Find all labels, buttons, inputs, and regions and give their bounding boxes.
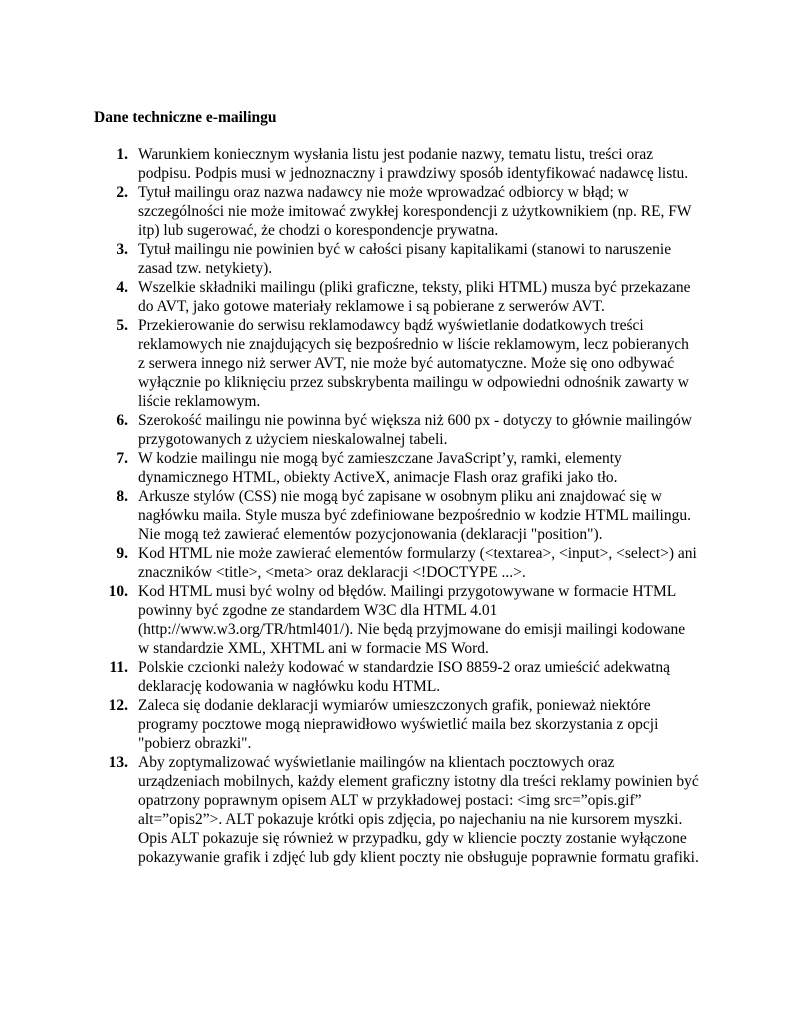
list-item <box>0 487 791 544</box>
list-item <box>0 658 791 696</box>
text-line: "pobierz obrazki". <box>138 735 252 752</box>
text-line: W kodzie mailingu nie mogą być zamieszczane JavaScript’y, ramki, elementy <box>138 450 622 467</box>
text-line: zasad tzw. netykiety). <box>138 260 273 277</box>
text-line: Przekierowanie do serwisu reklamodawcy bądź wyświetlanie dodatkowych treści <box>138 317 644 334</box>
list-item-text <box>138 658 703 696</box>
list-item-number: 7. <box>116 450 128 467</box>
list-item-text <box>138 183 703 240</box>
text-line: Tytuł mailingu oraz nazwa nadawcy nie może wprowadzać odbiorcy w błąd; w <box>138 184 629 201</box>
text-line: Kod HTML nie może zawierać elementów formularzy (<textarea>, <input>, <select>) ani <box>138 545 697 562</box>
text-line: programy pocztowe mogą nieprawidłowo wyświetlić maila bez skorzystania z opcji <box>138 716 659 733</box>
list-item-text <box>138 145 703 183</box>
text-line: alt=”opis2”>. ALT pokazuje krótki opis zdjęcia, po najechaniu na nie kursorem myszki. <box>138 811 683 828</box>
list-item <box>0 278 791 316</box>
text-line: Kod HTML musi być wolny od błędów. Mailingi przygotowywane w formacie HTML <box>138 583 677 600</box>
list-item-number: 9. <box>116 545 128 562</box>
text-line: z serwera innego niż serwer AVT, nie może być automatyczne. Może się ono odbywać <box>138 355 675 372</box>
list-item-text <box>138 240 703 278</box>
text-line: liście reklamowym. <box>138 393 261 410</box>
text-line: znaczników <title>, <meta> oraz deklaracji <!DOCTYPE ...>. <box>138 564 526 581</box>
text-line: szczególności nie może imitować zwykłej korespondencji z użytkownikiem (np. RE, FW <box>138 203 692 220</box>
list-item-text <box>138 278 703 316</box>
list-item-number: 12. <box>108 697 128 714</box>
text-line: Aby zoptymalizować wyświetlanie mailingów na klientach pocztowych oraz <box>138 754 615 771</box>
text-line: do AVT, jako gotowe materiały reklamowe i są pobierane z serwerów AVT. <box>138 298 605 315</box>
text-line: wyłącznie po kliknięciu przez subskrybenta mailingu w odpowiedni odnośnik zawarty w <box>138 374 689 391</box>
list-item <box>0 145 791 183</box>
text-line: Opis ALT pokazuje się również w przypadku, gdy w kliencie poczty zostanie wyłączone <box>138 830 687 847</box>
list-item-number: 4. <box>116 279 128 296</box>
text-line: deklarację kodowania w nagłówku kodu HTML. <box>138 678 441 695</box>
list-item-text <box>138 487 703 544</box>
list-item-text <box>138 411 703 449</box>
text-line: Wszelkie składniki mailingu (pliki graficzne, teksty, pliki HTML) musza być przekazane <box>138 279 691 296</box>
list-item-number: 13. <box>108 754 128 771</box>
text-line: (http://www.w3.org/TR/html401/). Nie będą przyjmowane do emisji mailingi kodowane <box>138 621 686 638</box>
text-line: Szerokość mailingu nie powinna być większa niż 600 px - dotyczy to głównie mailingów <box>138 412 693 429</box>
list-item-number: 6. <box>116 412 128 429</box>
list-item <box>0 582 791 658</box>
text-line: powinny być zgodne ze standardem W3C dla HTML 4.01 <box>138 602 498 619</box>
text-line: nagłówku maila. Style musza być zdefiniowane bezpośrednio w kodzie HTML mailingu. <box>138 507 691 524</box>
text-line: urządzeniach mobilnych, każdy element graficzny istotny dla treści reklamy powinien być <box>138 773 699 790</box>
list-item-number: 3. <box>116 241 128 258</box>
list-item-text <box>138 449 703 487</box>
list-item <box>0 183 791 240</box>
text-line: dynamicznego HTML, obiekty ActiveX, animacje Flash oraz grafiki jako tło. <box>138 469 618 486</box>
text-line: Warunkiem koniecznym wysłania listu jest podanie nazwy, tematu listu, treści oraz <box>138 146 654 163</box>
text-line: przygotowanych z użyciem nieskalowalnej tabeli. <box>138 431 448 448</box>
text-line: pokazywanie grafik i zdjęć lub gdy klient poczty nie obsługuje poprawnie formatu grafiki. <box>138 849 699 866</box>
text-line: Polskie czcionki należy kodować w standardzie ISO 8859-2 oraz umieścić adekwatną <box>138 659 670 676</box>
text-line: opatrzony poprawnym opisem ALT w przykładowej postaci: <img src=”opis.gif” <box>138 792 642 809</box>
text-line: reklamowych nie znajdujących się bezpośrednio w liście reklamowym, lecz pobieranych <box>138 336 689 353</box>
list-item-text <box>138 753 703 867</box>
list-item <box>0 696 791 753</box>
requirements-list <box>0 145 791 867</box>
list-item-number: 8. <box>116 488 128 505</box>
text-line: w standardzie XML, XHTML ani w formacie MS Word. <box>138 640 489 657</box>
list-item-number: 1. <box>116 146 128 163</box>
list-item <box>0 316 791 411</box>
list-item-text <box>138 544 703 582</box>
text-line: itp) lub sugerować, że chodzi o korespondencje prywatna. <box>138 222 499 239</box>
list-item-text <box>138 316 703 411</box>
text-line: Nie mogą też zawierać elementów pozycjonowania (deklaracji "position"). <box>138 526 603 543</box>
list-item-text <box>138 696 703 753</box>
text-line: Zaleca się dodanie deklaracji wymiarów umieszczonych grafik, ponieważ niektóre <box>138 697 651 714</box>
list-item <box>0 544 791 582</box>
list-item-number: 2. <box>116 184 128 201</box>
list-item-number: 10. <box>108 583 128 600</box>
list-item-number: 11. <box>109 659 128 676</box>
list-item-number: 5. <box>116 317 128 334</box>
list-item <box>0 753 791 867</box>
list-item <box>0 411 791 449</box>
list-item <box>0 449 791 487</box>
list-item-text <box>138 582 703 658</box>
text-line: Tytuł mailingu nie powinien być w całości pisany kapitalikami (stanowi to naruszenie <box>138 241 672 258</box>
document-title: Dane techniczne e-mailingu <box>94 109 277 126</box>
text-line: podpisu. Podpis musi w jednoznaczny i prawdziwy sposób identyfikować nadawcę listu. <box>138 165 689 182</box>
list-item <box>0 240 791 278</box>
text-line: Arkusze stylów (CSS) nie mogą być zapisane w osobnym pliku ani znajdować się w <box>138 488 662 505</box>
